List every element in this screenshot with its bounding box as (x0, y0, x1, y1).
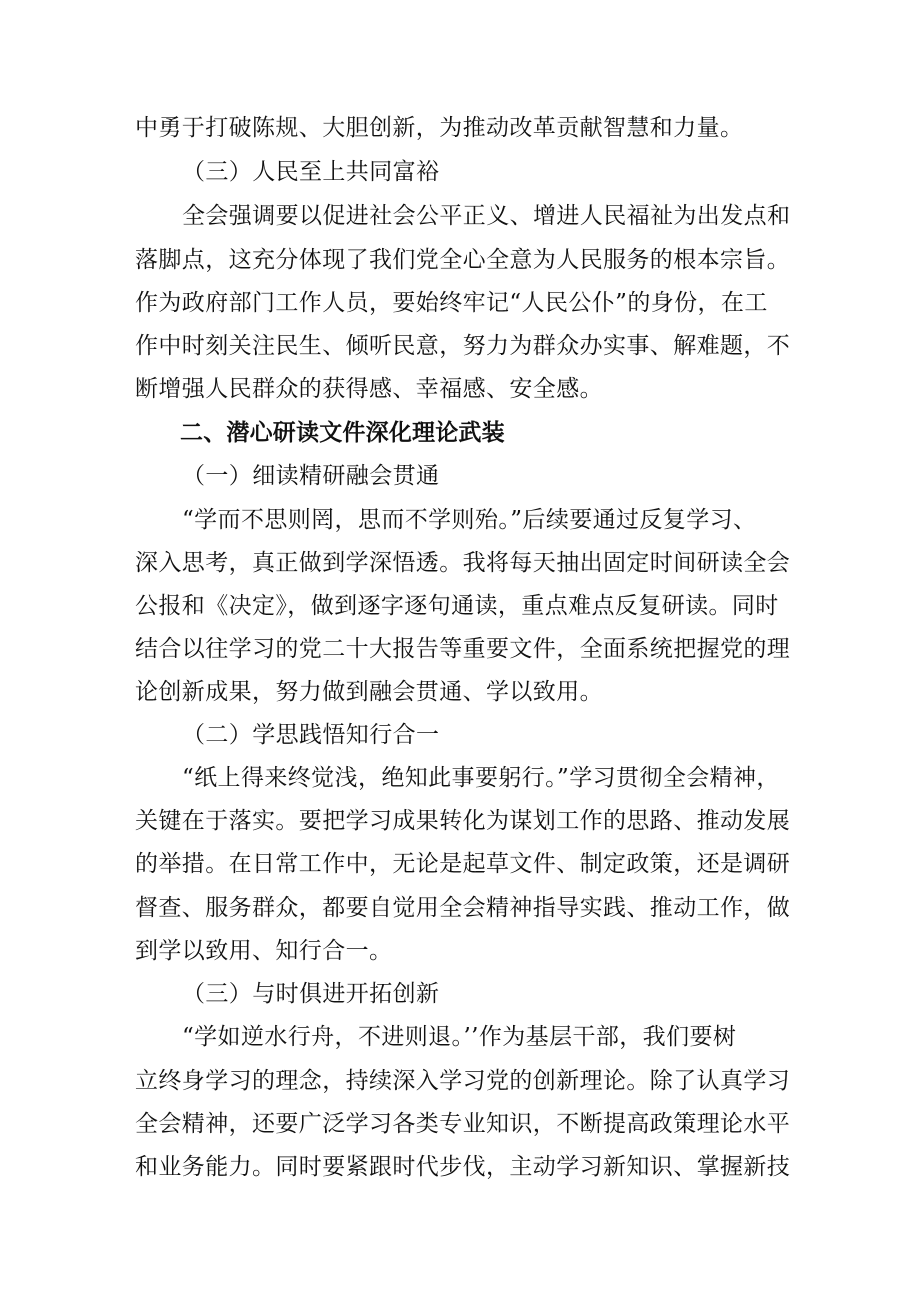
subheading-people-first: （三）人民至上共同富裕 (182, 159, 440, 185)
body-line: 论创新成果，努力做到融会贯通、学以致用。 (135, 679, 603, 705)
body-line: 到学以致用、知行合一。 (135, 938, 393, 964)
body-line: 落脚点，这充分体现了我们党全心全意为人民服务的根本宗旨。 (135, 247, 791, 273)
subheading-read-study: （一）细读精研融会贯通 (182, 463, 440, 489)
body-line: 中勇于打破陈规、大胆创新，为推动改革贡献智慧和力量。 (135, 115, 744, 141)
body-line: “学而不思则罔，思而不学则殆。”后续要通过反复学习、 (182, 507, 757, 533)
body-line: 全会精神，还要广泛学习各类专业知识，不断提高政策理论水平 (135, 1111, 791, 1137)
subheading-knowledge-action: （二）学思践悟知行合一 (182, 722, 440, 748)
body-line: “学如逆水行舟，不进则退。’’作为基层干部，我们要树 (182, 1024, 737, 1050)
body-line: 公报和《决定》，做到逐字逐句通读，重点难点反复研读。同时 (135, 593, 779, 619)
body-line: 督查、服务群众，都要自觉用全会精神指导实践、推动工作，做 (135, 895, 791, 921)
subheading-innovation: （三）与时俱进开拓创新 (182, 981, 440, 1007)
body-line: 全会强调要以促进社会公平正义、增进人民福祉为出发点和 (182, 203, 791, 229)
body-line: 和业务能力。同时要紧跟时代步伐，主动学习新知识、掌握新技 (135, 1154, 791, 1180)
body-line: 立终身学习的理念，持续深入学习党的创新理论。除了认真学习 (135, 1068, 791, 1094)
body-line: 深入思考，真正做到学深悟透。我将每天抽出固定时间研读全会 (135, 550, 791, 576)
body-line: 作中时刻关注民生、倾听民意，努力为群众办实事、解难题，不 (135, 333, 791, 359)
body-line: 结合以往学习的党二十大报告等重要文件，全面系统把握党的理 (135, 636, 791, 662)
body-line: 作为政府部门工作人员，要始终牢记“人民公仆”的身份，在工 (135, 290, 768, 316)
body-line: 断增强人民群众的获得感、幸福感、安全感。 (135, 376, 603, 402)
body-line: 关键在于落实。要把学习成果转化为谋划工作的思路、推动发展 (135, 808, 791, 834)
section-heading-2: 二、潜心研读文件深化理论武装 (180, 420, 505, 446)
body-line: “纸上得来终觉浅，绝知此事要躬行。”学习贯彻全会精神， (182, 765, 780, 791)
body-line: 的举措。在日常工作中，无论是起草文件、制定政策，还是调研 (135, 851, 791, 877)
